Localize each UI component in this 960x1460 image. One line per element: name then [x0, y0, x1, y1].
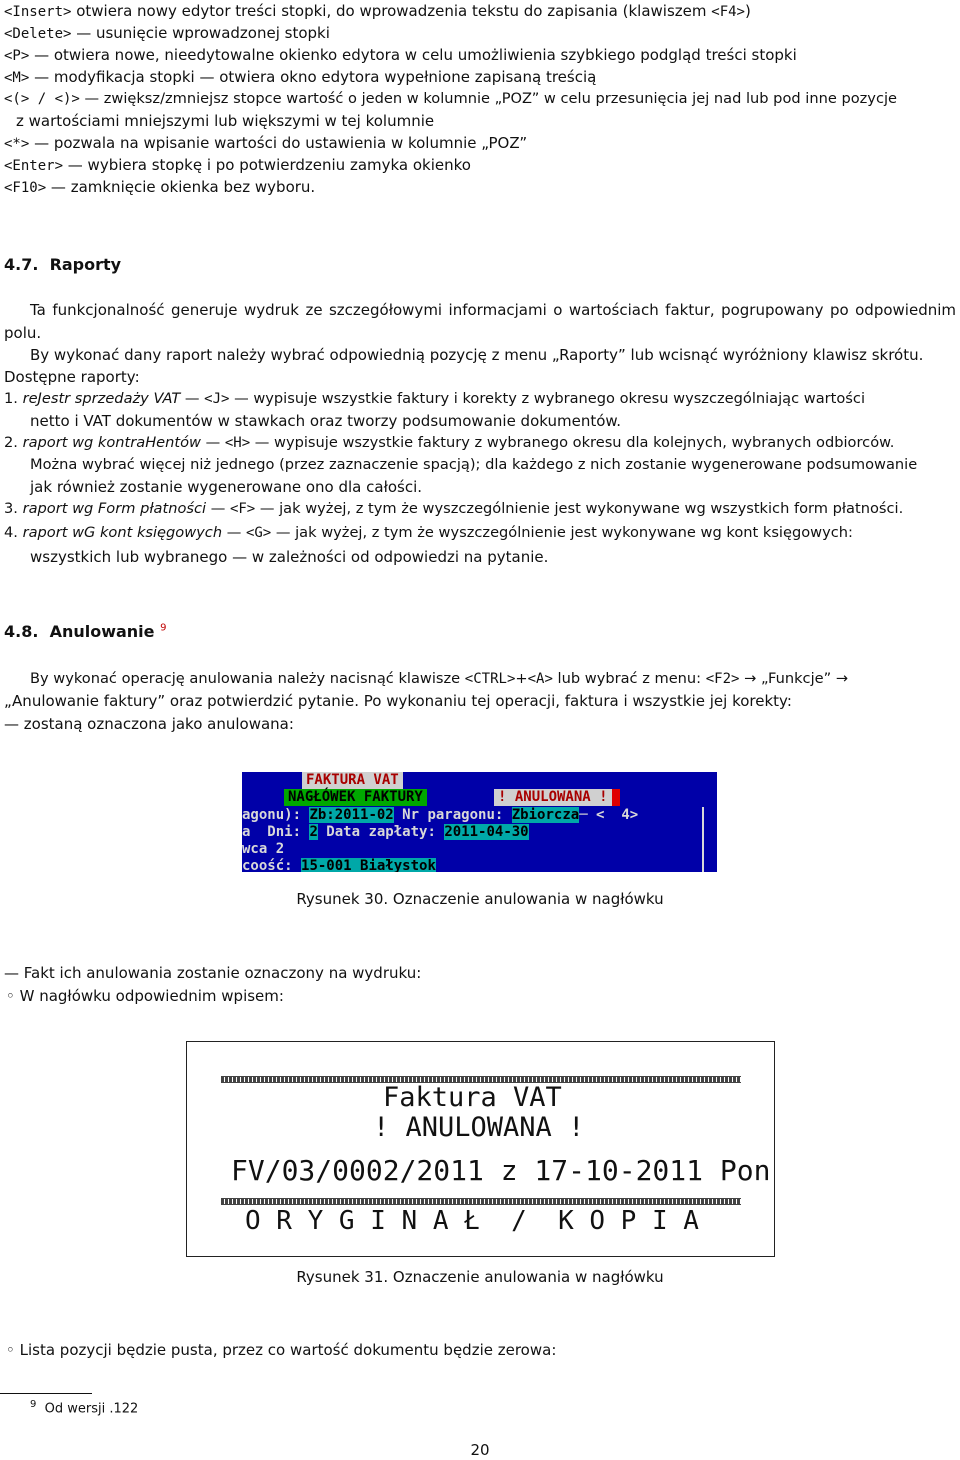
key-label: <CTRL>: [464, 671, 516, 687]
key-label: <A>: [527, 671, 553, 687]
report-name: raport wg kontraHentów: [22, 434, 201, 451]
key-label: <M>: [4, 70, 30, 86]
key-line-continuation: [16, 110, 956, 132]
page-number: 20: [470, 1441, 490, 1459]
report-item-3: 3. raport wg Form płatności — <F> — jak wyżej, z tym że wyszczególnienie jest wykonywane wg wszystkich form płatności.: [4, 500, 904, 517]
anulowanie-p5: ◦ W nagłówku odpowiednim wpisem:: [6, 987, 284, 1005]
key-desc: — wybiera stopkę i po potwierdzeniu zamyka okienko: [63, 156, 471, 174]
report-item-2-cont: jak również zostanie wygenerowane ono dla całości.: [30, 478, 423, 496]
key-label: <Insert>: [4, 4, 72, 20]
key-desc: otwiera nowy edytor treści stopki, do wprowadzenia tekstu do zapisania (klawiszem: [71, 2, 712, 20]
figure-30-screen: [242, 772, 717, 872]
printout-cancelled-mark: ! ANULOWANA !: [373, 1112, 585, 1143]
printout-doc-number: FV/03/0002/2011 z 17-10-2011 Pon: [231, 1154, 771, 1187]
raporty-available: Dostępne raporty:: [4, 368, 140, 386]
key-desc: — modyfikacja stopki — otwiera okno edytora wypełnione zapisaną treścią: [29, 68, 597, 86]
screen-row: agonu): Zb:2011-02 Nr paragonu: Zbiorcza─ < 4>: [242, 807, 639, 823]
report-item-4-cont: wszystkich lub wybranego — w zależności od odpowiedzi na pytanie.: [30, 548, 549, 566]
figure-31-printout: [186, 1041, 775, 1257]
key-line-p: [4, 44, 956, 67]
screen-tab-cancelled: ! ANULOWANA !: [494, 789, 612, 806]
footnote-mark: 9: [30, 1399, 37, 1410]
report-name: reJestr sprzedaży VAT: [22, 390, 181, 407]
key-line-star: [4, 132, 956, 155]
report-name: raport wG kont księgowych: [22, 524, 223, 541]
key-desc: — zwiększ/zmniejsz stopce wartość o jeden w kolumnie „POZ” w celu przesunięcia jej nad lub pod inne pozycje: [79, 90, 897, 107]
anulowanie-p2: „Anulowanie faktury” oraz potwierdzić pytanie. Po wykonaniu tej operacji, faktura i wszystkie jej korekty:: [4, 692, 792, 710]
anulowanie-p3: — zostaną oznaczona jako anulowana:: [4, 715, 294, 733]
screen-cursor: [612, 789, 620, 806]
key-label: <H>: [224, 435, 251, 451]
key-label: <J>: [204, 391, 230, 407]
screen-row: coość: 15-001 Białystok: [242, 858, 436, 872]
key-desc: z wartościami mniejszymi lub większymi w tej kolumnie: [16, 112, 435, 130]
key-line-delete: [4, 22, 956, 45]
key-label: <F>: [229, 501, 256, 517]
printout-doc-type: Faktura VAT: [383, 1082, 562, 1113]
report-item-1: 1. reJestr sprzedaży VAT — <J> — wypisuje wszystkie faktury i korekty z wybranego okresu wyszczególniając wartości: [4, 390, 865, 407]
footnote-rule: [0, 1393, 92, 1394]
screen-title: FAKTURA VAT: [302, 772, 403, 789]
report-name: raport wg Form płatności: [22, 500, 207, 517]
key-label: <(> / <)>: [4, 91, 80, 107]
section-heading-anulowanie: 4.8. Anulowanie $^9$: [4, 622, 167, 641]
key-line-brackets: [4, 88, 956, 110]
key-label: <F2>: [705, 671, 740, 687]
key-label: <G>: [245, 525, 272, 541]
key-label: <F10>: [4, 180, 47, 196]
key-desc: — pozwala na wpisanie wartości do ustawienia w kolumnie „POZ”: [29, 134, 528, 152]
key-label: <F4>: [711, 4, 745, 20]
double-rule: [221, 1198, 741, 1205]
key-label: <Delete>: [4, 26, 72, 42]
screen-frame-edge: [702, 807, 717, 872]
figure-31-caption: Rysunek 31. Oznaczenie anulowania w nagłówku: [296, 1268, 664, 1286]
key-label: <P>: [4, 48, 30, 64]
report-item-2-cont: Można wybrać więcej niż jednego (przez zaznaczenie spacją); dla każdego z nich zostanie wygenerowane podsumowanie: [30, 456, 918, 473]
key-desc: — otwiera nowe, nieedytowalne okienko edytora w celu umożliwienia szybkiego podgląd treści stopki: [29, 46, 797, 64]
key-desc: — zamknięcie okienka bez wyboru.: [46, 178, 316, 196]
key-line-f10: [4, 176, 956, 199]
key-label: <*>: [4, 136, 30, 152]
report-item-2: 2. raport wg kontraHentów — <H> — wypisuje wszystkie faktury z wybranego okresu dla kolejnych, wybranych odbiorców.: [4, 434, 895, 451]
report-item-4: 4. raport wG kont księgowych — <G> — jak wyżej, z tym że wyszczególnienie jest wykonywane wg kont księgowych:: [4, 524, 853, 541]
key-line-insert: <Insert> otwiera nowy edytor treści stopki, do wprowadzenia tekstu do zapisania (klawiszem <F4>): [4, 2, 751, 20]
key-label: <Enter>: [4, 158, 64, 174]
printout-original-copy: O R Y G I N A Ł / K O P I A: [245, 1206, 699, 1236]
figure-30-caption: Rysunek 30. Oznaczenie anulowania w nagłówku: [296, 890, 664, 908]
screen-row: a Dni: 2 Data zapłaty: 2011-04-30: [242, 824, 529, 840]
anulowanie-p1: By wykonać operację anulowania należy nacisnąć klawisze <CTRL>+<A> lub wybrać z menu: <F2> → „Funkcje” →: [30, 670, 849, 687]
footnote-text: Od wersji .122: [44, 1401, 139, 1417]
anulowanie-p6: ◦ Lista pozycji będzie pusta, przez co wartość dokumentu będzie zerowa:: [6, 1341, 557, 1359]
key-line-m: [4, 66, 956, 89]
screen-row: wca 2: [242, 841, 285, 857]
raporty-how: By wykonać dany raport należy wybrać odpowiednią pozycję z menu „Raporty” lub wcisnąć wyróżniony klawisz skrótu.: [30, 346, 924, 364]
key-desc: — usunięcie wprowadzonej stopki: [71, 24, 330, 42]
raporty-intro: Ta funkcjonalność generuje wydruk ze szczegółowymi informacjami o wartościach faktur, pogrupowany po odpowiednim polu.: [4, 301, 956, 342]
section-heading-raporty: 4.7. Raporty: [4, 255, 122, 274]
footnote: [30, 1399, 138, 1416]
anulowanie-p4: — Fakt ich anulowania zostanie oznaczony na wydruku:: [4, 964, 422, 982]
key-line-enter: [4, 154, 956, 177]
footnote-ref[interactable]: 9: [160, 622, 167, 634]
screen-tab-header: NAGŁÓWEK FAKTURY: [284, 789, 427, 806]
report-item-1-cont: netto i VAT dokumentów w stawkach oraz tworzy podsumowanie dokumentów.: [30, 412, 622, 430]
